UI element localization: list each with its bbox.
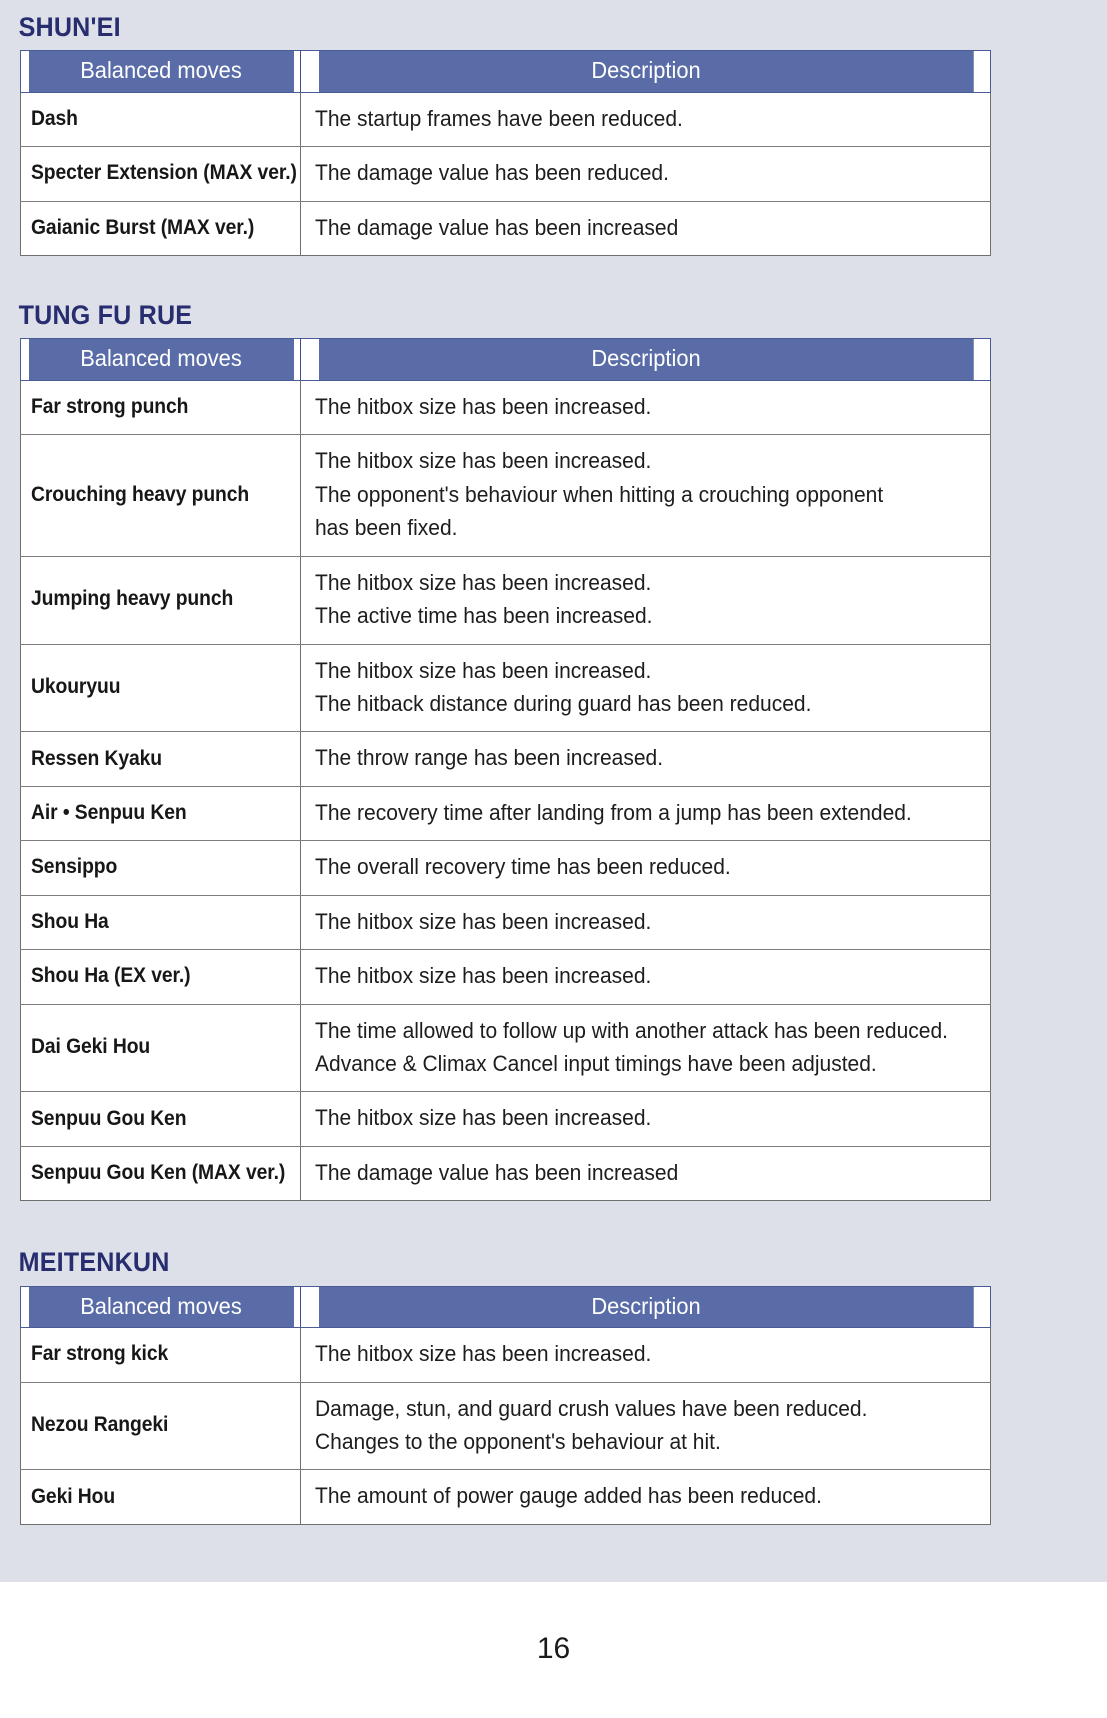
move-description-cell: [301, 950, 991, 1004]
description-line: The throw range has been increased.: [315, 745, 664, 771]
description-line: Damage, stun, and guard crush values have been reduced.: [315, 1395, 868, 1421]
move-name-cell: [21, 786, 301, 840]
table-row: [21, 895, 991, 949]
column-header-description: Description: [318, 1286, 974, 1327]
description-line: The damage value has been increased: [315, 1159, 679, 1185]
move-name-cell: [21, 556, 301, 644]
move-name-cell: [21, 841, 301, 895]
move-name: Far strong punch: [31, 395, 189, 418]
move-description-cell: [301, 1146, 991, 1200]
column-header-description: Description: [318, 339, 974, 380]
move-description-cell: [301, 895, 991, 949]
table-row: [21, 1470, 991, 1524]
description-line: The recovery time after landing from a jump has been extended.: [315, 799, 912, 825]
column-header-description: Description: [318, 51, 974, 92]
description-line: Advance & Climax Cancel input timings have been adjusted.: [315, 1051, 877, 1076]
move-description-cell: [301, 92, 991, 146]
description-line: The hitbox size has been increased.: [315, 448, 652, 474]
description-line: has been fixed.: [315, 515, 458, 541]
moves-table-body: [21, 380, 991, 1200]
move-name-cell: [21, 92, 301, 146]
table-row: [21, 1146, 991, 1200]
move-description-cell: [301, 147, 991, 201]
table-row: [21, 732, 991, 786]
description-line: The overall recovery time has been reduced.: [315, 854, 731, 880]
move-name-cell: [21, 644, 301, 732]
move-name-cell: [21, 435, 301, 556]
description-line: The hitbox size has been increased.: [315, 569, 652, 595]
moves-table-tung-fu-rue: [20, 338, 991, 1201]
move-description-cell: [301, 1382, 991, 1470]
move-name: Shou Ha (EX ver.): [31, 964, 191, 988]
move-description-cell: [301, 201, 991, 255]
move-name: Specter Extension (MAX ver.): [31, 161, 297, 185]
table-row: [21, 644, 991, 732]
description-line: The hitbox size has been increased.: [315, 657, 652, 683]
description-line: The startup frames have been reduced.: [315, 105, 683, 131]
move-description-cell: [301, 1004, 991, 1092]
character-section-meitenkun: [0, 1201, 1107, 1525]
move-name: Dai Geki Hou: [31, 1035, 151, 1059]
description-line: The hitbox size has been increased.: [315, 908, 652, 934]
section-title-tung-fu-rue: TUNG FU RUE: [18, 300, 193, 331]
table-row: [21, 1328, 991, 1382]
moves-table-body: [21, 92, 991, 255]
description-line: The hitback distance during guard has been reduced.: [315, 690, 812, 716]
move-name-cell: [21, 1146, 301, 1200]
move-description-cell: [301, 435, 991, 556]
table-row: [21, 841, 991, 895]
table-row: [21, 435, 991, 556]
move-name-cell: [21, 201, 301, 255]
table-header-row: [21, 1286, 991, 1327]
move-name: Ukouryuu: [31, 675, 121, 699]
move-description-cell: [301, 841, 991, 895]
section-title-shunei: SHUN'EI: [18, 12, 121, 42]
table-header-row: [21, 339, 991, 380]
table-row: [21, 380, 991, 434]
table-header-row: [21, 51, 991, 92]
move-name: Dash: [31, 106, 78, 130]
page-number: 16: [536, 1632, 571, 1665]
table-row: [21, 92, 991, 146]
move-name: Sensippo: [31, 855, 118, 879]
table-row: [21, 950, 991, 1004]
moves-table-meitenkun: [20, 1286, 991, 1525]
description-line: The opponent's behaviour when hitting a crouching opponent: [315, 481, 884, 507]
move-name: Far strong kick: [31, 1342, 169, 1366]
moves-table-shunei: [20, 50, 991, 256]
move-name-cell: [21, 1328, 301, 1382]
description-line: The damage value has been increased: [315, 214, 679, 240]
move-description-cell: [301, 644, 991, 732]
table-row: [21, 201, 991, 255]
description-line: The hitbox size has been increased.: [315, 1105, 652, 1131]
table-row: [21, 1092, 991, 1146]
move-description-cell: [301, 1470, 991, 1524]
description-line: The amount of power gauge added has been reduced.: [315, 1483, 822, 1509]
move-name-cell: [21, 732, 301, 786]
move-name-cell: [21, 380, 301, 434]
description-line: The hitbox size has been increased.: [315, 393, 652, 419]
move-name-cell: [21, 1004, 301, 1092]
column-header-balanced-moves: Balanced moves: [28, 51, 294, 92]
table-row: [21, 1004, 991, 1092]
move-name: Jumping heavy punch: [31, 587, 234, 611]
description-line: Changes to the opponent's behaviour at hit.: [315, 1428, 721, 1454]
move-description-cell: [301, 1092, 991, 1146]
move-name-cell: [21, 1092, 301, 1146]
description-line: The time allowed to follow up with another attack has been reduced.: [315, 1017, 949, 1043]
table-row: [21, 556, 991, 644]
move-name: Gaianic Burst (MAX ver.): [31, 215, 255, 239]
move-name: Nezou Rangeki: [31, 1413, 169, 1437]
table-row: [21, 786, 991, 840]
move-name: Shou Ha: [31, 909, 109, 933]
move-description-cell: [301, 1328, 991, 1382]
move-description-cell: [301, 732, 991, 786]
move-description-cell: [301, 556, 991, 644]
table-row: [21, 147, 991, 201]
section-title-meitenkun: MEITENKUN: [18, 1247, 170, 1278]
character-section-shunei: [0, 0, 1107, 256]
move-name-cell: [21, 950, 301, 1004]
description-line: The active time has been increased.: [315, 603, 653, 629]
move-name: Crouching heavy punch: [31, 482, 250, 506]
move-name: Geki Hou: [31, 1484, 116, 1508]
move-description-cell: [301, 786, 991, 840]
move-name: Ressen Kyaku: [31, 746, 162, 770]
move-name-cell: [21, 1470, 301, 1524]
move-name: Air • Senpuu Ken: [31, 800, 187, 824]
description-line: The damage value has been reduced.: [315, 160, 669, 186]
column-header-balanced-moves: Balanced moves: [28, 339, 294, 380]
description-line: The hitbox size has been increased.: [315, 1341, 652, 1367]
move-name-cell: [21, 1382, 301, 1470]
move-description-cell: [301, 380, 991, 434]
moves-table-body: [21, 1328, 991, 1525]
move-name: Senpuu Gou Ken: [31, 1106, 187, 1130]
move-name: Senpuu Gou Ken (MAX ver.): [31, 1161, 286, 1184]
character-section-tung-fu-rue: [0, 256, 1107, 1201]
column-header-balanced-moves: Balanced moves: [28, 1286, 294, 1327]
table-row: [21, 1382, 991, 1470]
move-name-cell: [21, 895, 301, 949]
move-name-cell: [21, 147, 301, 201]
description-line: The hitbox size has been increased.: [315, 963, 652, 989]
